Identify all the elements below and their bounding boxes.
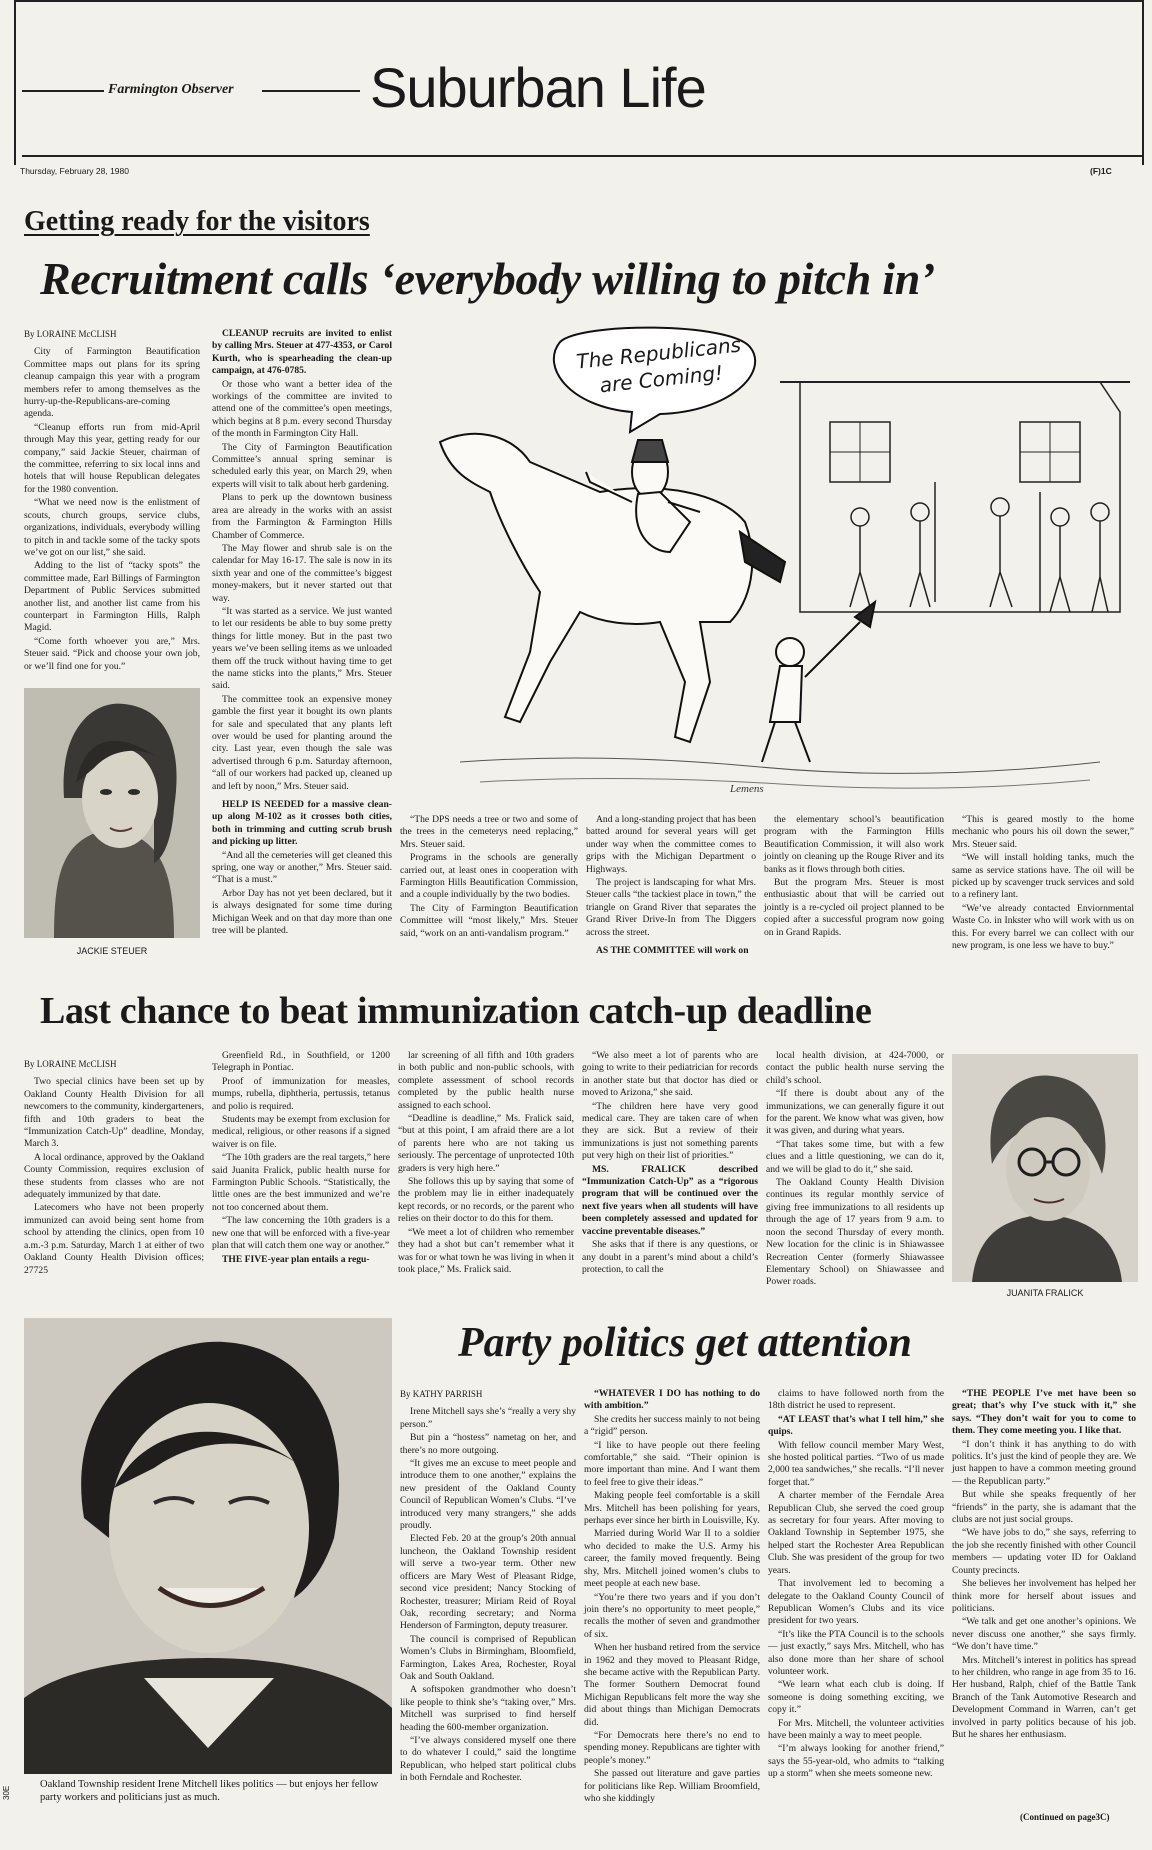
cartoon-speech-text: The Republicans are Coming! [575, 332, 743, 398]
story1-column-3: “The DPS needs a tree or two and some of the trees in the cemeterys need replacing,” Mrs. Steuer said. Programs in the schools are generally carried out, at least ones in cooperation with Farmington Hills Beautification Commission, and a couple individually by the two bodies. The City of Farmington Beautification Committee will “most likely,” Mrs. Steuer said, “work on an anti-vandalism program.” [400, 814, 578, 939]
irene-mitchell-caption: Oakland Township resident Irene Mitchell likes politics — but enjoys her fellow party workers and politicians just as much. [40, 1779, 379, 1803]
story3-column-1: By KATHY PARRISH Irene Mitchell says she’s “really a very shy person.” But pin a “hostess” nametag on her, and there’s no more outgoing. “It gives me an excuse to meet people and introduce them to one another,” explains the new president of the Oakland County Council of Republican Women’s Clubs. “I’ve introduced very many strangers,” she adds proudly. Elected Feb. 20 at the group’s 20th annual luncheon, the Oakland Township resident will serve a two-year term. Other new officers are Mary West of Pleasant Ridge, second vice president; Nancy Stocking of Rochester, treasurer; Miriam Reid of Royal Oak, recording secretary; and Norma Henderson of Farmington, deputy treasurer. The council is comprised of Republican Women’s Clubs in Birmingham, Bloomfield, Farmington, Lakes Area, Rochester, Royal Oak and South Oakland. A softspoken grandmother who doesn’t like people to think she’s “taking over,” Mrs. Mitchell was surprised to find herself heading the 600-member organization. “I’ve always considered myself one there to do whatever I could,” said the longtime Republican, who helped start political clubs in both Ferndale and Rochester. [400, 1389, 576, 1784]
svg-text:Lemens: Lemens [730, 783, 764, 795]
republicans-cartoon [400, 322, 1140, 807]
jackie-steuer-photo [24, 688, 200, 938]
story2-column-2: Greenfield Rd., in Southfield, or 1200 Telegraph in Pontiac. Proof of immunization for measles, mumps, rubella, diphtheria, pertussis, tetanus and polio is required. Students may be exempt from exclusion for medical, religious, or other reasons if a signed waiver is on file. “The 10th graders are the real targets,” here said Juanita Fralick, public health nurse for Farmington Public Schools. “Statistically, the little ones are the best immunized and we’re not too concerned about them. “The law concerning the 10th graders is a new one that will be enforced with a five-year plan that will catch them one way or another.” THE FIVE-year plan entails a regu- [212, 1050, 390, 1265]
irene-mitchell-photo [24, 1318, 392, 1774]
story1-byline: By LORAINE McCLISH [24, 329, 117, 339]
paper-name: Farmington Observer [108, 82, 234, 97]
story1-column-5: the elementary school’s beautification program with the Farmington Hills Beautification Commission, it will also work jointly on cleaning up the Rouge River and its banks as it flows through both cities. But the program Mrs. Steuer is most enthusiastic about that will be carried out jointly is a re-cycled oil project planned to be copied after a successful program now going on in Grand Rapids. [764, 814, 944, 938]
story3-column-4: “THE PEOPLE I’ve met have been so great; that’s why I’ve stuck with it,” she says. “They don’t wait for you to come to them. They come meeting you. I like that. “I don’t think it has anything to do with politics. It’s just the kind of people they are. We just happen to have a common meeting ground — the Republican party.” But while she speaks frequently of her “friends” in the party, she is adamant that the clubs are not just social groups. “We have jobs to do,” she says, referring to the job she recently finished with other Council members — updating voter ID for Oakland County precincts. She believes her involvement has helped her think more for herself about issues and politicians. “We talk and get one another’s opinions. We never discuss one another,” she says firmly. “We don’t have time.” Mrs. Mitchell’s interest in politics has spread to her children, who range in age from 35 to 16. Her husband, Ralph, chief of the Battle Tank Branch of the Tank Automotive Research and Development Command in Warren, can’t get involved in party politics because of his job. But he shares her enthusiasm. [952, 1388, 1136, 1740]
story1-column-6: “This is geared mostly to the home mechanic who pours his oil down the sewer,” Mrs. Steuer said. “We will install holding tanks, much the same as service stations have. The oil will be picked up by scavenger truck services and sold to a refinery lant. “We’ve already contacted Enviornmental Waste Co. in Inkster who will work with us on this. For every barrel we can collect with our new program, is one less we have to buy.” [952, 814, 1134, 952]
masthead-top-border [14, 0, 1144, 2]
story2-headline: Last chance to beat immunization catch-up deadline [40, 990, 872, 1032]
masthead-left-border [14, 0, 16, 165]
story1-kicker: Getting ready for the visitors [24, 206, 370, 237]
story3-headline: Party politics get attention [458, 1320, 912, 1366]
masthead-bottom-rule [22, 155, 1142, 157]
page-code: (F)1C [1090, 166, 1112, 176]
margin-code: 30E [2, 1785, 11, 1800]
jackie-steuer-caption: JACKIE STEUER [76, 946, 148, 956]
issue-date: Thursday, February 28, 1980 [20, 166, 129, 176]
masthead-rule-mid [262, 90, 360, 92]
story2-column-5: local health division, at 424-7000, or contact the public health nurse serving the child’s school. “If there is doubt about any of the immunizations, we can generally figure it out for the parent. We know what was given, how it was given, and during what years. “That takes some time, but with a few clues and a little questioning, we can do it, and we will be glad to do it,” she said. The Oakland County Health Division continues its regular monthly service of giving free immunizations to all residents up through the age of 17 years from 9 a.m. to noon the second Thursday of every month. New location for the clinic is in Shiawassee Recreation Center (formerly Shiawassee Elementary School) on Shiawassee and Power roads. [766, 1050, 944, 1288]
story2-column-1: By LORAINE McCLISH Two special clinics have been set up by Oakland County Health Division for all newcomers to the community, kindergarteners, fifth and 10th graders to beat the “Immunization Catch-Up” deadline, Monday, March 3. A local ordinance, approved by the Oakland County Commission, requires exclusion of these students from classes who are not adequately immunized by that date. Latecomers who have not been properly immunized can avoid being sent home from school by attending the clinics, open from 10 a.m.-3 p.m. Saturday, March 1 at either of two Oakland County Health Division offices; 27725 [24, 1059, 204, 1276]
story1-column-1: By LORAINE McCLISH City of Farmington Beautification Committee maps out plans for its spring cleanup campaign this year with a program members refer to among themselves as the hurry-up-the-Republicans-are-coming agenda. “Cleanup efforts run from mid-April through May this year, getting ready for our company,” said Jackie Steuer, chairman of the committee, referring to six local inns and hotels that will house Republican delegates for the 1980 convention. “What we need now is the enlistment of scouts, church groups, service clubs, organizations, individuals, everybody willing to pitch in and tackle some of the tacky spots we’ve got on our list,” she said. Adding to the list of “tacky spots” the committee made, Earl Billings of Farmington Department of Public Services submitted another list, and another list came from his counterpart in Farmington Hills, Ralph Magid. “Come forth whoever you are,” Mrs. Steuer said. “Pick and choose your own job, or we’ll find one for you.” [24, 329, 200, 672]
story1-headline: Recruitment calls ‘everybody willing to pitch in’ [40, 253, 936, 304]
section-title: Suburban Life [370, 56, 706, 119]
story3-column-2: “WHATEVER I DO has nothing to do with ambition.” She credits her success mainly to not being a “rigid” person. “I like to have people out there feeling comfortable,” she said. “Their opinion is more important than mine. And I want them to feel free to give their ideas.” Making people feel comfortable is a skill Mrs. Mitchell has been polishing for years, perhaps ever since her birth in Louisville, Ky. Married during World War II to a soldier who decided to make the U.S. Army his career, the family moved frequently. Being shy, Mrs. Mitchell joined women’s clubs to meet people at each new base. “You’re there two years and if you don’t join there’s no opportunity to meet people,” recalls the mother of seven and grandmother of six. When her husband retired from the service in 1962 and they moved to Pleasant Ridge, she became active with the Republican Party. The former Southern Democrat found Michigan Republicans felt more the way she did about things than Michigan Democrats did. “For Democrats here there’s no end to spending money. Republicans are tighter with people’s money.” She passed out literature and gave parties for politicians like Rep. William Broomfield, who she kiddingly [584, 1388, 760, 1804]
story3-byline: By KATHY PARRISH [400, 1389, 483, 1399]
story1-column-2: CLEANUP recruits are invited to enlist by calling Mrs. Steuer at 477-4353, or Carol Kurth, who is spearheading the clean-up campaign, at 476-0785. Or those who want a better idea of the workings of the committee are invited to attend one of the committee’s open meetings, which begins at 8 p.m. every second Thursday of the month in Farmington City Hall. The City of Farmington Beautification Committee’s annual spring seminar is scheduled early this year, on March 29, when experts will visit to talk about herb gardening. Plans to perk up the downtown business area are already in the works with an assist from the Farmington & Farmington Hills Chamber of Commerce. The May flower and shrub sale is on the calendar for May 16-17. The sale is now in its sixth year and one of the committee’s biggest money-makers, but it never started out that way. “It was started as a service. We just wanted to let our residents be able to buy some pretty things for little money. But in the past two years we’ve been selling items as we unloaded them off the truck without having time to get the name sticks into the plants,” Mrs. Steuer said. The committee took an expensive money gamble the first year it bought its own plants for sale and speculated that any plants left over would be used for planting around the city. Last year, even though the sale was advertised through 6 p.m. Saturday afternoon, “all of our workers had packed up, cleaned up and left by noon,” Mrs. Steuer said. HELP IS NEEDED for a massive clean-up along M-102 as it crosses both cities, both in trimming and cutting scrub brush and picking up litter. “And all the cemeteries will get cleaned this spring, one way or another,” Mrs. Steuer said. “That is a must.” Arbor Day has not yet been declared, but it is always designated for some time during Michigan Week and on that day more than one tree will be planted. [212, 328, 392, 937]
story3-column-3: claims to have followed north from the 18th district he used to represent. “AT LEAST that’s what I tell him,” she quips. With fellow council member Mary West, she hosted political parties. “Two of us made 2,000 tea sandwiches,” she recalls. “I’ll never forget that.” A charter member of the Ferndale Area Republican Club, she served the coed group as secretary for four years. After moving to Oakland Township in September 1975, she helped start the Rochester Area Republican Club. She was president of the group for two years. That involvement led to becoming a delegate to the Oakland County Council of Republican Women’s Clubs and its vice president for two years. “It’s like the PTA Council is to the schools — just exactly,” says Mrs. Mitchell, who has also done more than her share of school volunteer work. “We learn what each club is doing. If someone is doing something exciting, we copy it.” For Mrs. Mitchell, the volunteer activities have been mainly a way to meet people. “I’m always looking for another friend,” says the 55-year-old, who admits to “talking up a storm” when she meets someone new. [768, 1388, 944, 1780]
story2-column-4: “We also meet a lot of parents who are going to write to their pediatrician for records in another state but that doctor has died or moved to Arizona,” she said. “The children here have very good medical care. They are taken care of when they are sick. But a review of their immunizations is just not something parents put very high on their list of priorities.” MS. FRALICK described “Immunization Catch-Up” as a “rigorous program that will be continued over the next five years when all students will have been completely assessed and updated for vaccine preventable diseases.” She asks that if there is any questions, or any doubt in a parent’s mind about a child’s protection, to call the [582, 1050, 758, 1275]
story2-column-3: lar screening of all fifth and 10th graders in both public and non-public schools, with complete assessment of school records completed by the public health nurse assigned to each school. “Deadline is deadline,” Ms. Fralick said, “but at this point, I am afraid there are a lot of parents here who are not taking us seriously. The percentage of unprotected 10th graders is very high here.” She follows this up by saying that some of the problem may lie in either inadequately kept records, or no records, or the parent who relies on their doctor to do this for them. “We meet a lot of children who remember they had a shot but can’t remember what it was for or what town he was living in when it took place,” Ms. Fralick said. [398, 1050, 574, 1275]
story2-byline: By LORAINE McCLISH [24, 1059, 117, 1069]
continued-on-link[interactable]: (Continued on page3C) [1020, 1812, 1110, 1822]
story1-column-4: And a long-standing project that has been batted around for several years will get under way when the committee comes to grips with the Michigan Department o Highways. The project is landscaping for what Mrs. Steuer calls “the tackiest place in town,” the triangle on Grand River that separates the Grand River Drive-In from The Diggers across the street. AS THE COMMITTEE will work on [586, 814, 756, 957]
masthead-rule-left [22, 90, 104, 92]
juanita-fralick-photo [952, 1054, 1138, 1282]
masthead-right-border [1142, 0, 1144, 165]
juanita-fralick-caption: JUANITA FRALICK [1006, 1288, 1084, 1298]
